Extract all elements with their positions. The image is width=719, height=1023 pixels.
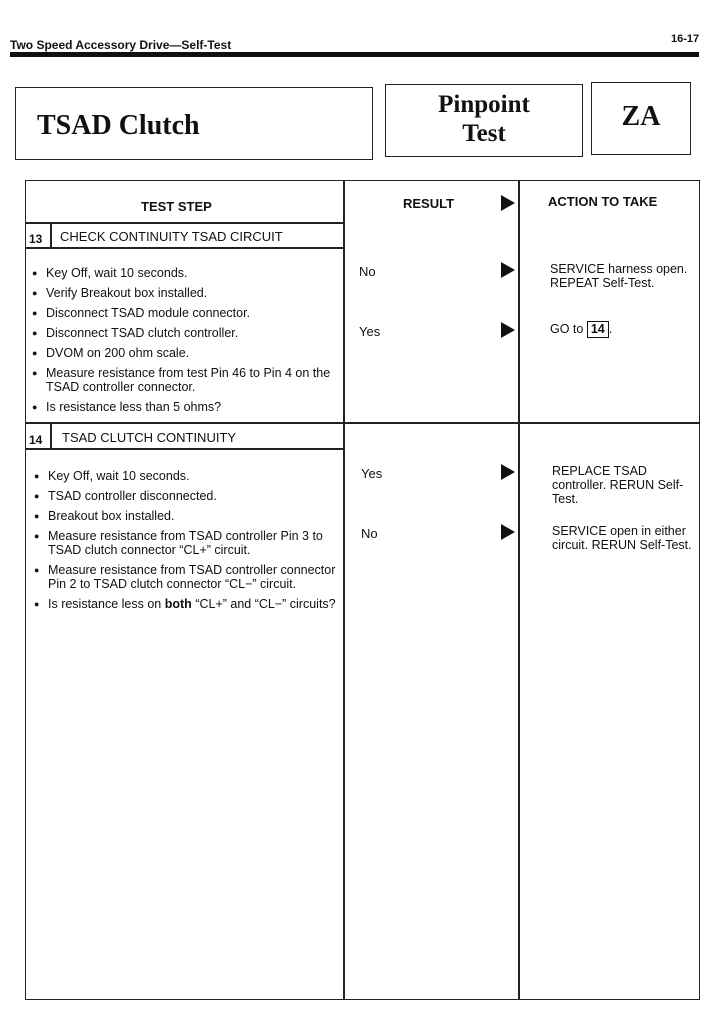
bullet-text: “CL+” and “CL−” circuits?: [195, 597, 336, 611]
list-item: ● Key Off, wait 10 seconds.: [32, 266, 337, 280]
test-code: ZA: [621, 101, 661, 132]
action-goto-text: GO to: [550, 322, 584, 336]
test-type-line1: Pinpoint: [438, 91, 530, 118]
test-type-line2: Test: [462, 120, 506, 147]
arrow-right-icon: [501, 195, 515, 211]
test-type: [386, 90, 582, 148]
component-title: TSAD Clutch: [37, 110, 200, 141]
test-code-box: [591, 82, 691, 155]
list-item: ● Disconnect TSAD module connector.: [32, 306, 337, 320]
list-item: ● Breakout box installed.: [34, 509, 337, 523]
step-reference-link[interactable]: 14: [587, 321, 609, 338]
header-rule: [10, 52, 699, 57]
step-number-divider: [50, 423, 52, 448]
result-label: Yes: [361, 466, 383, 481]
column-header-result: RESULT: [403, 196, 455, 211]
section-title: Two Speed Accessory Drive—Self-Test: [10, 38, 232, 52]
step-title-rule: [26, 247, 344, 249]
column-divider-action: [518, 181, 520, 999]
step-number: 13: [29, 232, 43, 246]
step-14-bullets: [34, 469, 337, 617]
result-label: Yes: [359, 324, 381, 339]
list-item: ● TSAD controller disconnected.: [34, 489, 337, 503]
list-item: ● Is resistance less than 5 ohms?: [32, 400, 337, 414]
test-type-box: [385, 84, 583, 157]
list-item: ● Disconnect TSAD clutch controller.: [32, 326, 337, 340]
list-item: ● Measure resistance from TSAD controller Pin 3 to TSAD clutch connector “CL+” circuit.: [34, 529, 337, 557]
bullet-emphasis: both: [164, 597, 192, 611]
page-number: 16-17: [671, 33, 700, 45]
step-13-bullets: [32, 266, 337, 420]
pinpoint-test-table: [25, 180, 700, 1000]
step-title: CHECK CONTINUITY TSAD CIRCUIT: [60, 229, 283, 244]
action-text: SERVICE harness open. REPEAT Self-Test.: [550, 262, 688, 290]
arrow-right-icon: [501, 262, 515, 278]
list-item: ● Key Off, wait 10 seconds.: [34, 469, 337, 483]
step-title: TSAD CLUTCH CONTINUITY: [62, 430, 237, 445]
action-text: REPLACE TSAD controller. RERUN Self-Test.: [552, 464, 684, 506]
column-divider-result: [343, 181, 345, 999]
header-rule-bottom: [26, 222, 344, 224]
column-header-test-step: TEST STEP: [141, 199, 212, 214]
result-label: No: [361, 526, 378, 541]
column-header-action: ACTION TO TAKE: [548, 194, 658, 209]
bullet-text: Is resistance less on: [48, 597, 162, 611]
list-item: ● Verify Breakout box installed.: [32, 286, 337, 300]
step-separator: [26, 422, 699, 424]
list-item: ● Measure resistance from test Pin 46 to Pin 4 on the TSAD controller connector.: [32, 366, 337, 394]
step-number: 14: [29, 433, 43, 447]
action-text: SERVICE open in either circuit. RERUN Self-Test.: [552, 524, 692, 552]
step-title-rule: [26, 448, 344, 450]
step-number-divider: [50, 223, 52, 247]
list-item: ● DVOM on 200 ohm scale.: [32, 346, 337, 360]
list-item: [34, 597, 337, 611]
arrow-right-icon: [501, 464, 515, 480]
result-label: No: [359, 264, 376, 279]
arrow-right-icon: [501, 322, 515, 338]
action-goto: [550, 321, 612, 338]
arrow-right-icon: [501, 524, 515, 540]
action-goto-suffix: .: [608, 322, 613, 336]
list-item: ● Measure resistance from TSAD controller connector Pin 2 to TSAD clutch connector “CL−” circuit.: [34, 563, 337, 591]
component-title-box: [15, 87, 373, 160]
